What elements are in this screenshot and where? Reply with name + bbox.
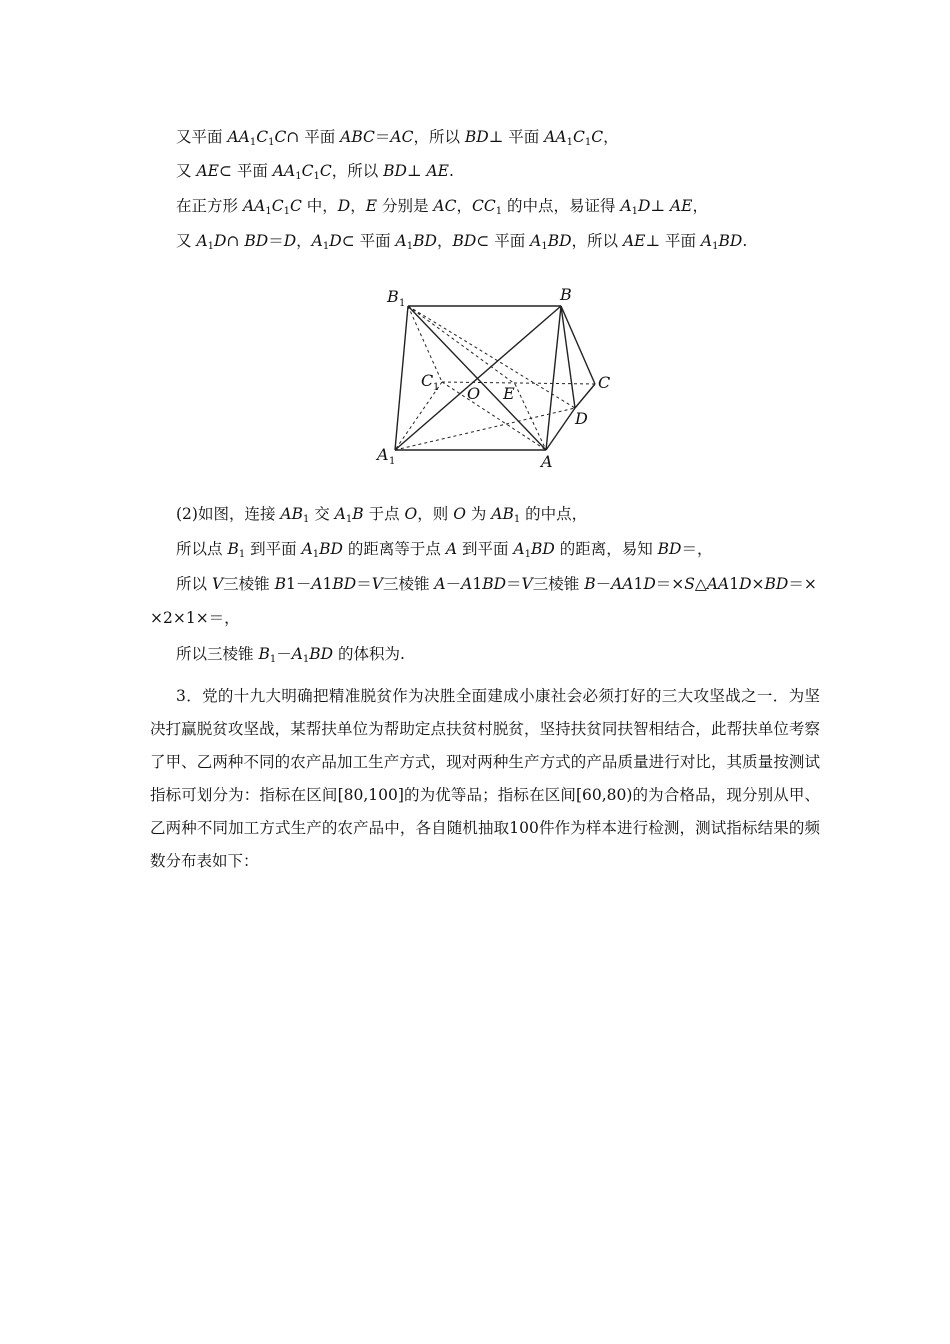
text: BD <box>464 128 489 146</box>
text: 又 <box>176 162 197 180</box>
text: BD <box>309 645 334 663</box>
text: ， <box>436 232 453 250</box>
edge-b1-a1 <box>395 306 408 450</box>
label-a: A <box>541 452 553 471</box>
text: AA <box>227 128 250 146</box>
solution-line-6 <box>176 538 713 566</box>
problem-3-paragraph <box>150 680 820 878</box>
label-b: B <box>560 285 572 304</box>
text: D <box>643 575 656 593</box>
text: 中， <box>301 197 338 215</box>
text: ⊥ <box>650 197 670 215</box>
text: ＝， <box>681 540 713 558</box>
text: － <box>445 575 462 593</box>
solution-line-8 <box>150 607 240 629</box>
text: BD <box>530 540 555 558</box>
text: C <box>289 197 302 215</box>
label-a1-sub: 1 <box>389 456 396 467</box>
subscript: 1 <box>295 171 302 182</box>
label-b1: B <box>387 287 399 306</box>
text: C <box>271 197 284 215</box>
text: A <box>196 232 208 250</box>
text: D <box>283 232 297 250</box>
text: 于点 <box>363 505 405 523</box>
text: O <box>453 505 466 523</box>
proof-line-2 <box>176 160 454 188</box>
text: 的距离，易知 <box>554 540 658 558</box>
text: 的中点，易证得 <box>502 197 621 215</box>
text: ＝ <box>506 575 522 593</box>
text: ⊂ 平面 <box>341 232 396 250</box>
text: ＝× <box>788 575 817 593</box>
subscript: 1 <box>268 137 275 148</box>
text: 交 <box>309 505 335 523</box>
text: 的体积为. <box>333 645 405 663</box>
text: ＝× <box>655 575 685 593</box>
text: V <box>371 575 383 593</box>
subscript: 1 <box>312 549 320 560</box>
text: ＝ <box>268 232 284 250</box>
text: 1－ <box>285 575 312 593</box>
text: ABC <box>340 128 375 146</box>
text: ⊂ 平面 <box>218 162 273 180</box>
subscript: 1 <box>406 241 414 252</box>
text: 在正方形 <box>176 197 243 215</box>
text: . <box>448 162 454 180</box>
label-c1-sub: 1 <box>433 382 440 393</box>
subscript: 1 <box>631 206 639 217</box>
label-e: E <box>503 384 515 403</box>
subscript: 1 <box>265 206 272 217</box>
text: AE <box>669 197 693 215</box>
subscript: 1 <box>524 549 531 560</box>
text: BD <box>332 575 357 593</box>
text: 的距离等于点 <box>342 540 446 558</box>
text: AA <box>544 128 567 146</box>
text: BD <box>657 540 682 558</box>
text: 到平面 <box>457 540 514 558</box>
subscript: 1 <box>283 206 290 217</box>
text: AA <box>706 575 730 593</box>
solution-line-5 <box>176 503 587 531</box>
text: BD <box>764 575 789 593</box>
text: B <box>227 540 239 558</box>
subscript: 1 <box>513 514 521 525</box>
text: ×2×1×＝， <box>150 609 240 627</box>
text: 三棱锥 <box>382 575 435 593</box>
text: 1 <box>472 575 483 593</box>
text: BD <box>482 575 507 593</box>
text: AC <box>433 197 457 215</box>
edge-b-a <box>546 306 561 450</box>
text: 到平面 <box>245 540 302 558</box>
text: A <box>334 505 346 523</box>
subscript: 1 <box>249 137 257 148</box>
text: ， <box>296 232 312 250</box>
text: V <box>521 575 533 593</box>
text: ＝ <box>374 128 391 146</box>
text: 1 <box>633 575 644 593</box>
proof-line-3 <box>176 195 708 223</box>
proof-line-4 <box>176 230 747 258</box>
text: C <box>301 162 314 180</box>
geometry-figure <box>363 268 629 486</box>
text: 分别是 <box>377 197 434 215</box>
text: C <box>274 128 287 146</box>
text: D <box>337 197 351 215</box>
subscript: 1 <box>566 137 573 148</box>
text: B <box>584 575 596 593</box>
text: A <box>311 575 323 593</box>
hidden-edge-c1-a <box>442 382 546 450</box>
text: B <box>352 505 364 523</box>
subscript: 1 <box>322 241 330 252</box>
text: A <box>301 540 313 558</box>
text: A <box>620 197 632 215</box>
text: A <box>530 232 542 250</box>
subscript: 1 <box>207 241 215 252</box>
text: 所以三棱锥 <box>176 645 259 663</box>
text: AE <box>622 232 646 250</box>
text: C <box>256 128 269 146</box>
text: C <box>319 162 332 180</box>
text: AA <box>611 575 634 593</box>
subscript: 1 <box>302 654 310 665</box>
text: AE <box>196 162 219 180</box>
text: ⊥ <box>406 162 427 180</box>
text: BD <box>547 232 572 250</box>
subscript: 1 <box>712 241 719 252</box>
text: × <box>751 575 765 593</box>
text: ，所以 <box>331 162 384 180</box>
text: A <box>291 645 303 663</box>
text: (2)如图，连接 <box>176 505 281 523</box>
text: 1 <box>322 575 333 593</box>
text: ∩ <box>226 232 245 250</box>
text: A <box>395 232 407 250</box>
subscript: 1 <box>302 514 310 525</box>
text: ， <box>603 128 619 146</box>
text: － <box>595 575 612 593</box>
text: 三棱锥 <box>532 575 585 593</box>
hidden-edge-e-a <box>515 384 546 450</box>
text: C <box>572 128 585 146</box>
text: 所以 <box>176 575 212 593</box>
text: ，则 <box>417 505 454 523</box>
label-a1: A <box>377 445 389 464</box>
problem-3-text: 3．党的十九大明确把精准脱贫作为决胜全面建成小康社会必须打好的三大攻坚战之一．为坚决打赢脱贫攻坚战，某帮扶单位为帮助定点扶贫村脱贫，坚持扶贫同扶智相结合，此帮扶单位考察了甲、乙两种不同的农产品加工生产方式，现对两种生产方式的产品质量进行对比，其质量按测试指标可划分为：指标在区间[80,100]的为优等品；指标在区间[60,80)的为合格品，现分别从甲、乙两种不同加工方式生产的农产品中，各自随机抽取100件作为样本进行检测，测试指标结果的频数分布表如下： <box>150 687 820 870</box>
text: ⊥ 平面 <box>645 232 701 250</box>
text: D <box>214 232 227 250</box>
text: 三棱锥 <box>223 575 275 593</box>
text: ，所以 <box>413 128 465 146</box>
text: BD <box>383 162 407 180</box>
solution-line-9 <box>176 643 405 671</box>
subscript: 1 <box>313 171 320 182</box>
text: △ <box>694 575 707 593</box>
text: ⊥ 平面 <box>488 128 545 146</box>
subscript: 1 <box>495 206 503 217</box>
text: BD <box>319 540 343 558</box>
text: 又 <box>176 232 197 250</box>
text: A <box>311 232 323 250</box>
solution-line-7 <box>176 573 817 595</box>
text: BD <box>244 232 269 250</box>
text: AB <box>280 505 303 523</box>
text: O <box>404 505 418 523</box>
text: 又平面 <box>176 128 228 146</box>
text: A <box>461 575 473 593</box>
edge-c-d <box>575 384 595 408</box>
text: AE <box>426 162 449 180</box>
text: AC <box>390 128 414 146</box>
text: ， <box>456 197 472 215</box>
text: A <box>513 540 525 558</box>
text: . <box>742 232 748 250</box>
label-c1: C <box>421 371 434 390</box>
text: D <box>739 575 752 593</box>
text: BD <box>452 232 477 250</box>
subscript: 1 <box>584 137 592 148</box>
text: ，所以 <box>571 232 623 250</box>
text: ＝ <box>356 575 372 593</box>
text: 的中点， <box>520 505 588 523</box>
text: AB <box>491 505 514 523</box>
subscript: 1 <box>238 549 246 560</box>
subscript: 1 <box>541 241 548 252</box>
text: B <box>274 575 286 593</box>
subscript: 1 <box>269 654 277 665</box>
label-c: C <box>598 373 611 392</box>
label-b1-sub: 1 <box>399 298 406 309</box>
text: AA <box>242 197 266 215</box>
text: D <box>638 197 651 215</box>
text: E <box>365 197 378 215</box>
text: 1 <box>729 575 740 593</box>
text: C <box>591 128 604 146</box>
proof-line-1 <box>176 126 619 154</box>
text: ， <box>692 197 709 215</box>
text: ⊂ 平面 <box>476 232 531 250</box>
text: A <box>700 232 713 250</box>
text: ∩ 平面 <box>286 128 341 146</box>
text: － <box>276 645 292 663</box>
text: D <box>329 232 342 250</box>
text: AA <box>272 162 296 180</box>
text: B <box>258 645 270 663</box>
text: ， <box>350 197 366 215</box>
label-d: D <box>575 409 588 428</box>
prism-diagram <box>363 268 629 486</box>
text: V <box>211 575 224 593</box>
text: S <box>684 575 695 593</box>
text: BD <box>413 232 437 250</box>
text: A <box>445 540 458 558</box>
subscript: 1 <box>345 514 353 525</box>
text: BD <box>718 232 743 250</box>
text: A <box>434 575 446 593</box>
text: 所以点 <box>176 540 228 558</box>
label-o: O <box>467 384 481 403</box>
text: 为 <box>465 505 492 523</box>
text: CC <box>471 197 496 215</box>
